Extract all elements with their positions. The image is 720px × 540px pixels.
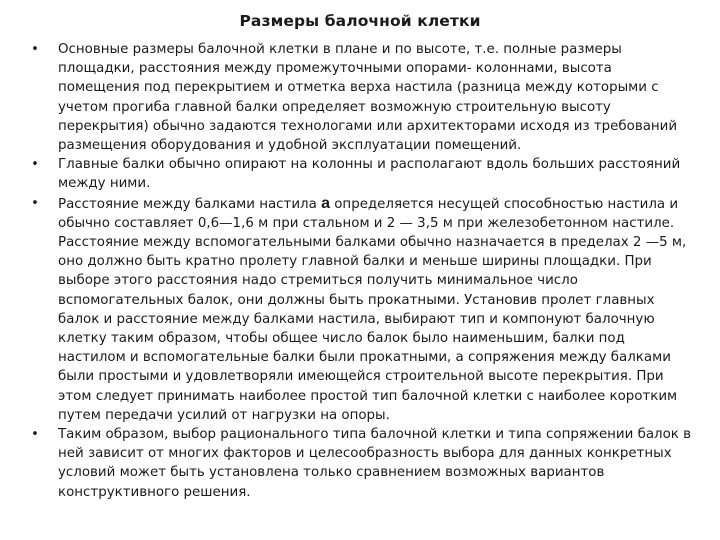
bullet-dot-icon: •	[31, 427, 39, 443]
bullet-dot-icon: •	[31, 195, 39, 211]
bullet-text-3-after: определяется несущей способностью настила и обычно составляет 0,6—1,6 м при стальном и 2 — 3,5 м при железобетонном настиле. Расстояние между вспомогательными балками обычно назначается в пределах 2 —5 м, оно должно быть кратно пролету главной балки и меньше ширины площадки. При выборе этого расстояния надо стремиться получить минимальное число вспомогательных балок, они должны быть прокатными. Установив пролет главных балок и расстояние между балками настила, выбирают тип и компонуют балочную клетку таким образом, чтобы общее число балок было наименьшим, балки под настилом и вспомогательные балки были прокатными, а сопряжения между балками были простыми и удовлетворяли имеющейся строительной высоте перекрытия. При этом следует принимать наиболее простой тип балочной клетки с наиболее коротким путем передачи усилий от нагрузки на опоры.	[58, 196, 687, 423]
bullet-item-3	[30, 194, 695, 425]
bullet-dot-icon: •	[31, 157, 39, 173]
bullet-item-2	[30, 155, 695, 193]
bullet-text-1: Основные размеры балочной клетки в плане и по высоте, т.е. полные размеры площадки, расстояния между промежуточными опорами- колоннами, высота помещения под перекрытием и отметка верха настила (разница между которыми с учетом прогиба главной балки определяет возможную строительную высоту перекрытия) обычно задаются технологами или архитекторами исходя из требований размещения оборудования и удобной эксплуатации помещений.	[58, 42, 678, 154]
bullet-dot-icon: •	[31, 42, 39, 57]
bullet-text-3-before: Расстояние между балками настила	[58, 196, 322, 212]
slide-title: Размеры балочной клетки	[239, 12, 481, 30]
bullet-list	[30, 40, 695, 502]
bullet-text-3	[58, 194, 695, 425]
bullet-text-2: Главные балки обычно опирают на колонны и располагают вдоль больших расстояний между ними.	[58, 157, 681, 192]
spacing-symbol-a: a	[321, 194, 330, 212]
bullet-item-4	[30, 425, 695, 502]
bullet-text-4: Таким образом, выбор рационального типа балочной клетки и типа сопряжении балок в ней зависит от многих факторов и целесообразность выбора для данных конкретных условий может быть установлена только сравнением возможных вариантов конструктивного решения.	[58, 427, 692, 500]
bullet-item-1	[30, 40, 695, 155]
